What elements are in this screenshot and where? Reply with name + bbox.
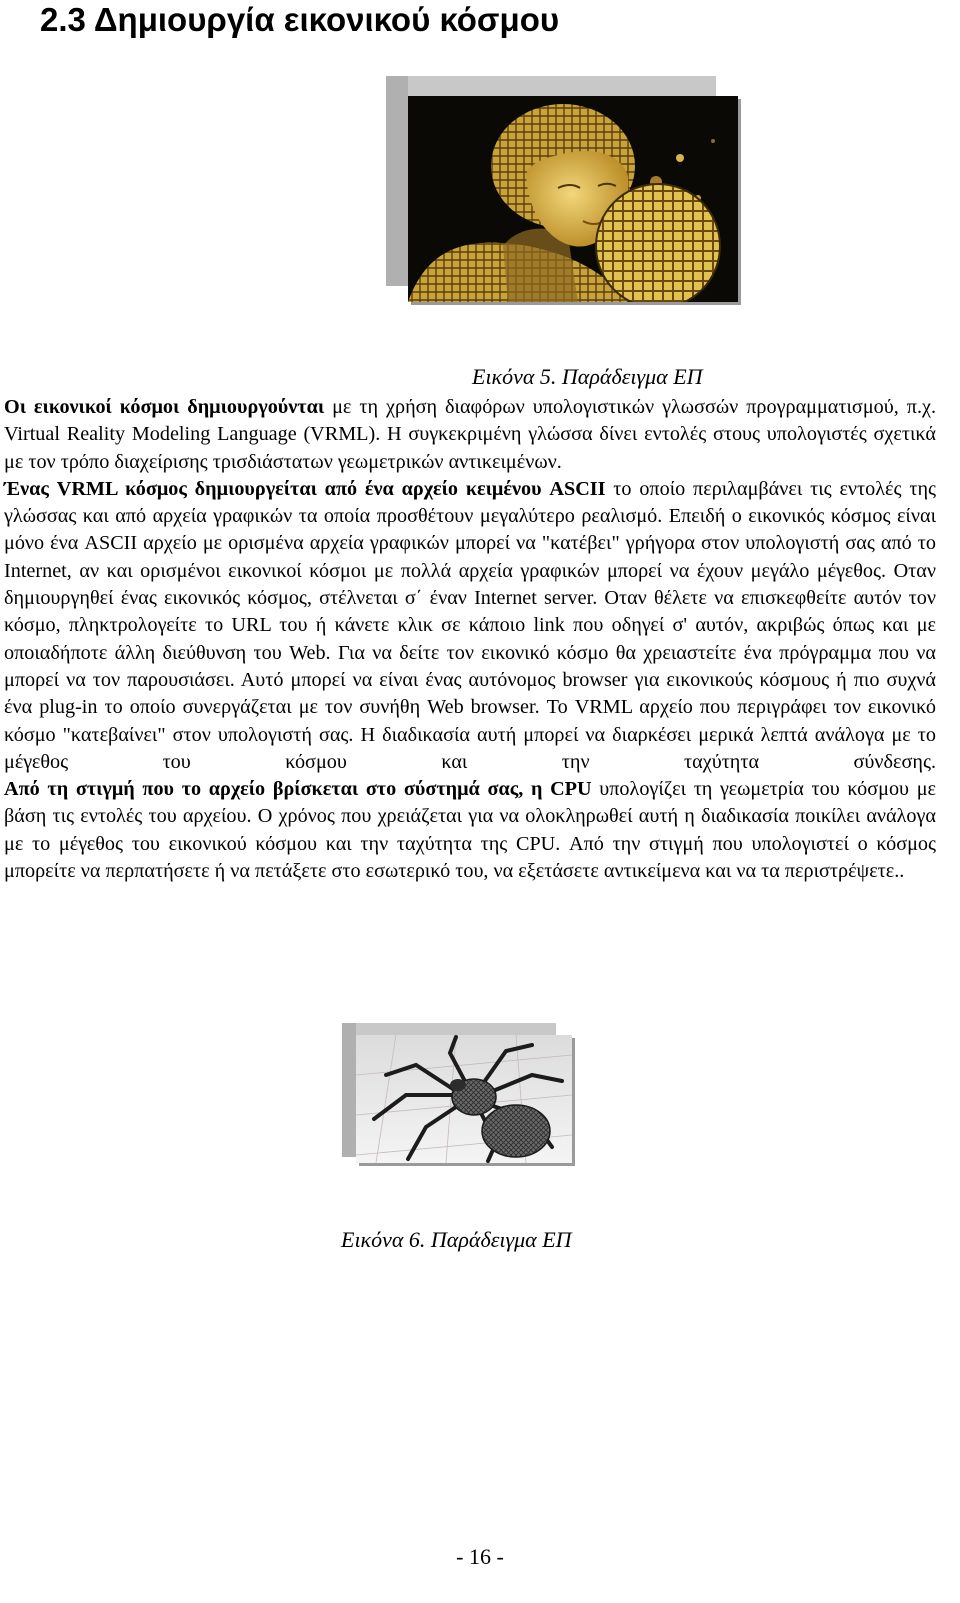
body-text <box>4 394 936 885</box>
paragraph-3-text: υπολογίζει τη γεωμετρία του κόσμου με βάση τις εντολές του αρχείου. Ο χρόνος που χρειάζεται για να ολοκληρωθεί αυτή η διαδικασία ποικίλει ανάλογα με το μέγεθος του εικονικού κόσμου και την ταχύτητα της CPU. Από την στιγμή που υπολογιστεί ο κόσμος μπορείτε να περπατήσετε ή να πετάξετε στο εσωτερικό του, να εξετάσετε αντικείμενα και να τα περιστρέψετε.. <box>4 778 936 883</box>
figure-5-frame <box>408 96 738 302</box>
figure-6-caption: Εικόνα 6. Παράδειγμα ΕΠ <box>341 1227 572 1252</box>
section-heading: 2.3 Δημιουργία εικονικού κόσμου <box>40 1 560 38</box>
figure-5-shadow-side <box>386 76 408 286</box>
paragraph-1-text: με τη χρήση διαφόρων υπολογιστικών γλωσσών προγραμματισμού, π.χ. Virtual Reality Modeling Language (VRML). Η συγκεκριμένη γλώσσα δίνει εντολές στους υπολογιστές σχετικά με τον τρόπο διαχείρισης τρισδιάστατων γεωμετρικών αντικειμένων. <box>4 396 936 473</box>
paragraph-1-bold: Οι εικονικοί κόσμοι δημιουργούνται <box>4 396 325 418</box>
spider-wireframe-image <box>356 1035 572 1163</box>
paragraph-3-bold: Από τη στιγμή που το αρχείο βρίσκεται στο σύστημά σας, η CPU <box>4 778 592 801</box>
paragraph-1 <box>4 394 936 476</box>
figure-5-shadow <box>386 76 716 98</box>
paragraph-2-text: το οποίο περιλαμβάνει τις εντολές της γλώσσας και από αρχεία γραφικών τα οποία προσθέτουν μεγαλύτερο ρεαλισμό. Επειδή ο εικονικός κόσμος είναι μόνο ένα ASCII αρχείο με ορισμένα αρχεία γραφικών μπορεί να "κατέβει" γρήγορα στον υπολογιστή σας από το Internet, αν και ορισμένοι εικονικοί κόσμοι με πολλά αρχεία γραφικών μπορεί να έχουν μεγάλο μέγεθος. Οταν δημιουργηθεί ένας εικονικός κόσμος, στέλνεται σ΄ έναν Internet server. Οταν θέλετε να επισκεφθείτε αυτόν τον κόσμο, πληκτρολογείτε το URL του ή κάνετε κλικ σε κάποιο link που οδηγεί σ' αυτόν, ακριβώς όπως και με οποιαδήποτε άλλη διεύθυνση του Web. Για να δείτε τον εικονικό κόσμο θα χρειαστείτε ένα πρόγραμμα που να μπορεί να τον παρουσιάσει. Αυτό μπορεί να είναι ένας αυτόνομος browser για εικονικούς κόσμους ή πιο συχνά ένα plug-in το οποίο συνεργάζεται με τον συνήθη Web browser. Το VRML αρχείο που περιγράφει τον εικονικό κόσμο "κατεβαίνει" στον υπολογιστή σας. Η διαδικασία αυτή μπορεί να διαρκέσει μερικά λεπτά ανάλογα με το μέγεθος του κόσμου και την ταχύτητα σύνδεσης. <box>4 477 936 773</box>
figure-6 <box>342 1023 582 1171</box>
paragraph-3 <box>4 776 936 885</box>
page-number: - 16 - <box>456 1544 504 1569</box>
figure-5-caption: Εικόνα 5. Παράδειγμα ΕΠ <box>472 364 703 389</box>
paragraph-2-bold: Ένας VRML κόσμος δημιουργείται από ένα αρχείο κειμένου ASCII <box>4 477 606 500</box>
woven-figure-image <box>408 96 738 302</box>
figure-6-frame <box>356 1035 572 1163</box>
figure-5 <box>386 76 746 308</box>
figure-6-shadow-side <box>342 1023 356 1157</box>
paragraph-2 <box>4 476 936 776</box>
